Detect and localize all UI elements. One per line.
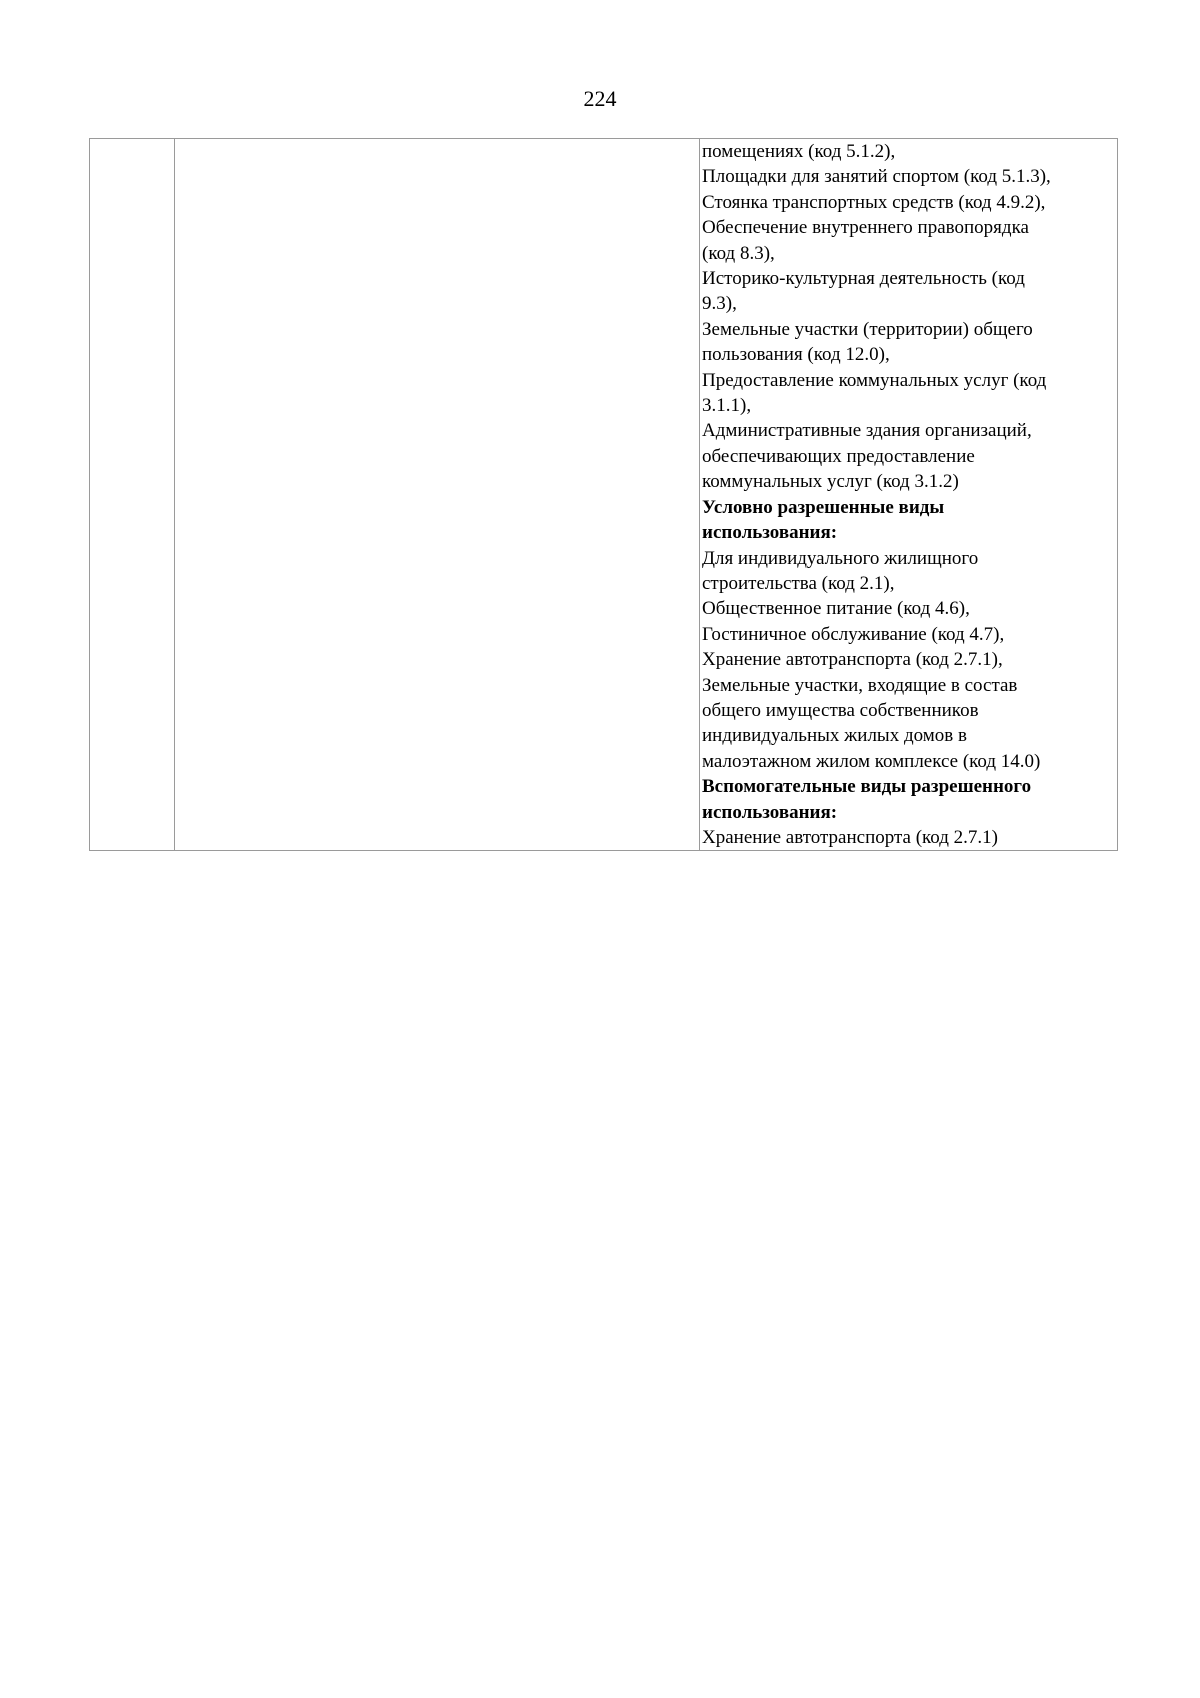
section-heading-line: Условно разрешенные виды xyxy=(702,496,945,518)
zoning-table xyxy=(89,138,1118,851)
land-use-line: Гостиничное обслуживание (код 4.7), xyxy=(702,623,1005,645)
land-use-line: 9.3), xyxy=(702,293,737,315)
section-heading-line: использования: xyxy=(702,522,838,544)
land-use-line: Земельные участки, входящие в состав xyxy=(702,674,1018,696)
table-cell-zone xyxy=(175,139,700,851)
land-use-line: пользования (код 12.0), xyxy=(702,344,890,366)
land-use-line: (код 8.3), xyxy=(702,242,775,264)
land-use-line: 3.1.1), xyxy=(702,395,752,417)
land-use-line: Хранение автотранспорта (код 2.7.1), xyxy=(702,649,1003,671)
land-use-line: Стоянка транспортных средств (код 4.9.2), xyxy=(702,191,1046,213)
land-use-line: Обеспечение внутреннего правопорядка xyxy=(702,217,1029,239)
land-use-line: Земельные участки (территории) общего xyxy=(702,318,1033,340)
land-use-line: Общественное питание (код 4.6), xyxy=(702,598,970,620)
table-cell-land-use xyxy=(700,139,1118,851)
page-number: 224 xyxy=(583,86,617,111)
land-use-line: общего имущества собственников xyxy=(702,699,979,721)
land-use-line: коммунальных услуг (код 3.1.2) xyxy=(702,471,959,493)
section-heading-line: использования: xyxy=(702,801,838,823)
land-use-line: малоэтажном жилом комплексе (код 14.0) xyxy=(702,750,1041,772)
land-use-list xyxy=(700,139,1117,850)
table-cell-number xyxy=(90,139,175,851)
land-use-line: Хранение автотранспорта (код 2.7.1) xyxy=(702,826,999,848)
table-row xyxy=(90,139,1118,851)
land-use-line: Предоставление коммунальных услуг (код xyxy=(702,369,1047,391)
land-use-line: Административные здания организаций, xyxy=(702,420,1032,442)
land-use-line: Историко-культурная деятельность (код xyxy=(702,268,1025,290)
land-use-line: обеспечивающих предоставление xyxy=(702,445,975,467)
land-use-line: строительства (код 2.1), xyxy=(702,572,895,594)
section-heading-line: Вспомогательные виды разрешенного xyxy=(702,776,1032,798)
land-use-line: Площадки для занятий спортом (код 5.1.3), xyxy=(702,166,1051,188)
land-use-line: индивидуальных жилых домов в xyxy=(702,725,967,747)
land-use-line: помещениях (код 5.1.2), xyxy=(702,141,896,162)
land-use-line: Для индивидуального жилищного xyxy=(702,547,979,569)
